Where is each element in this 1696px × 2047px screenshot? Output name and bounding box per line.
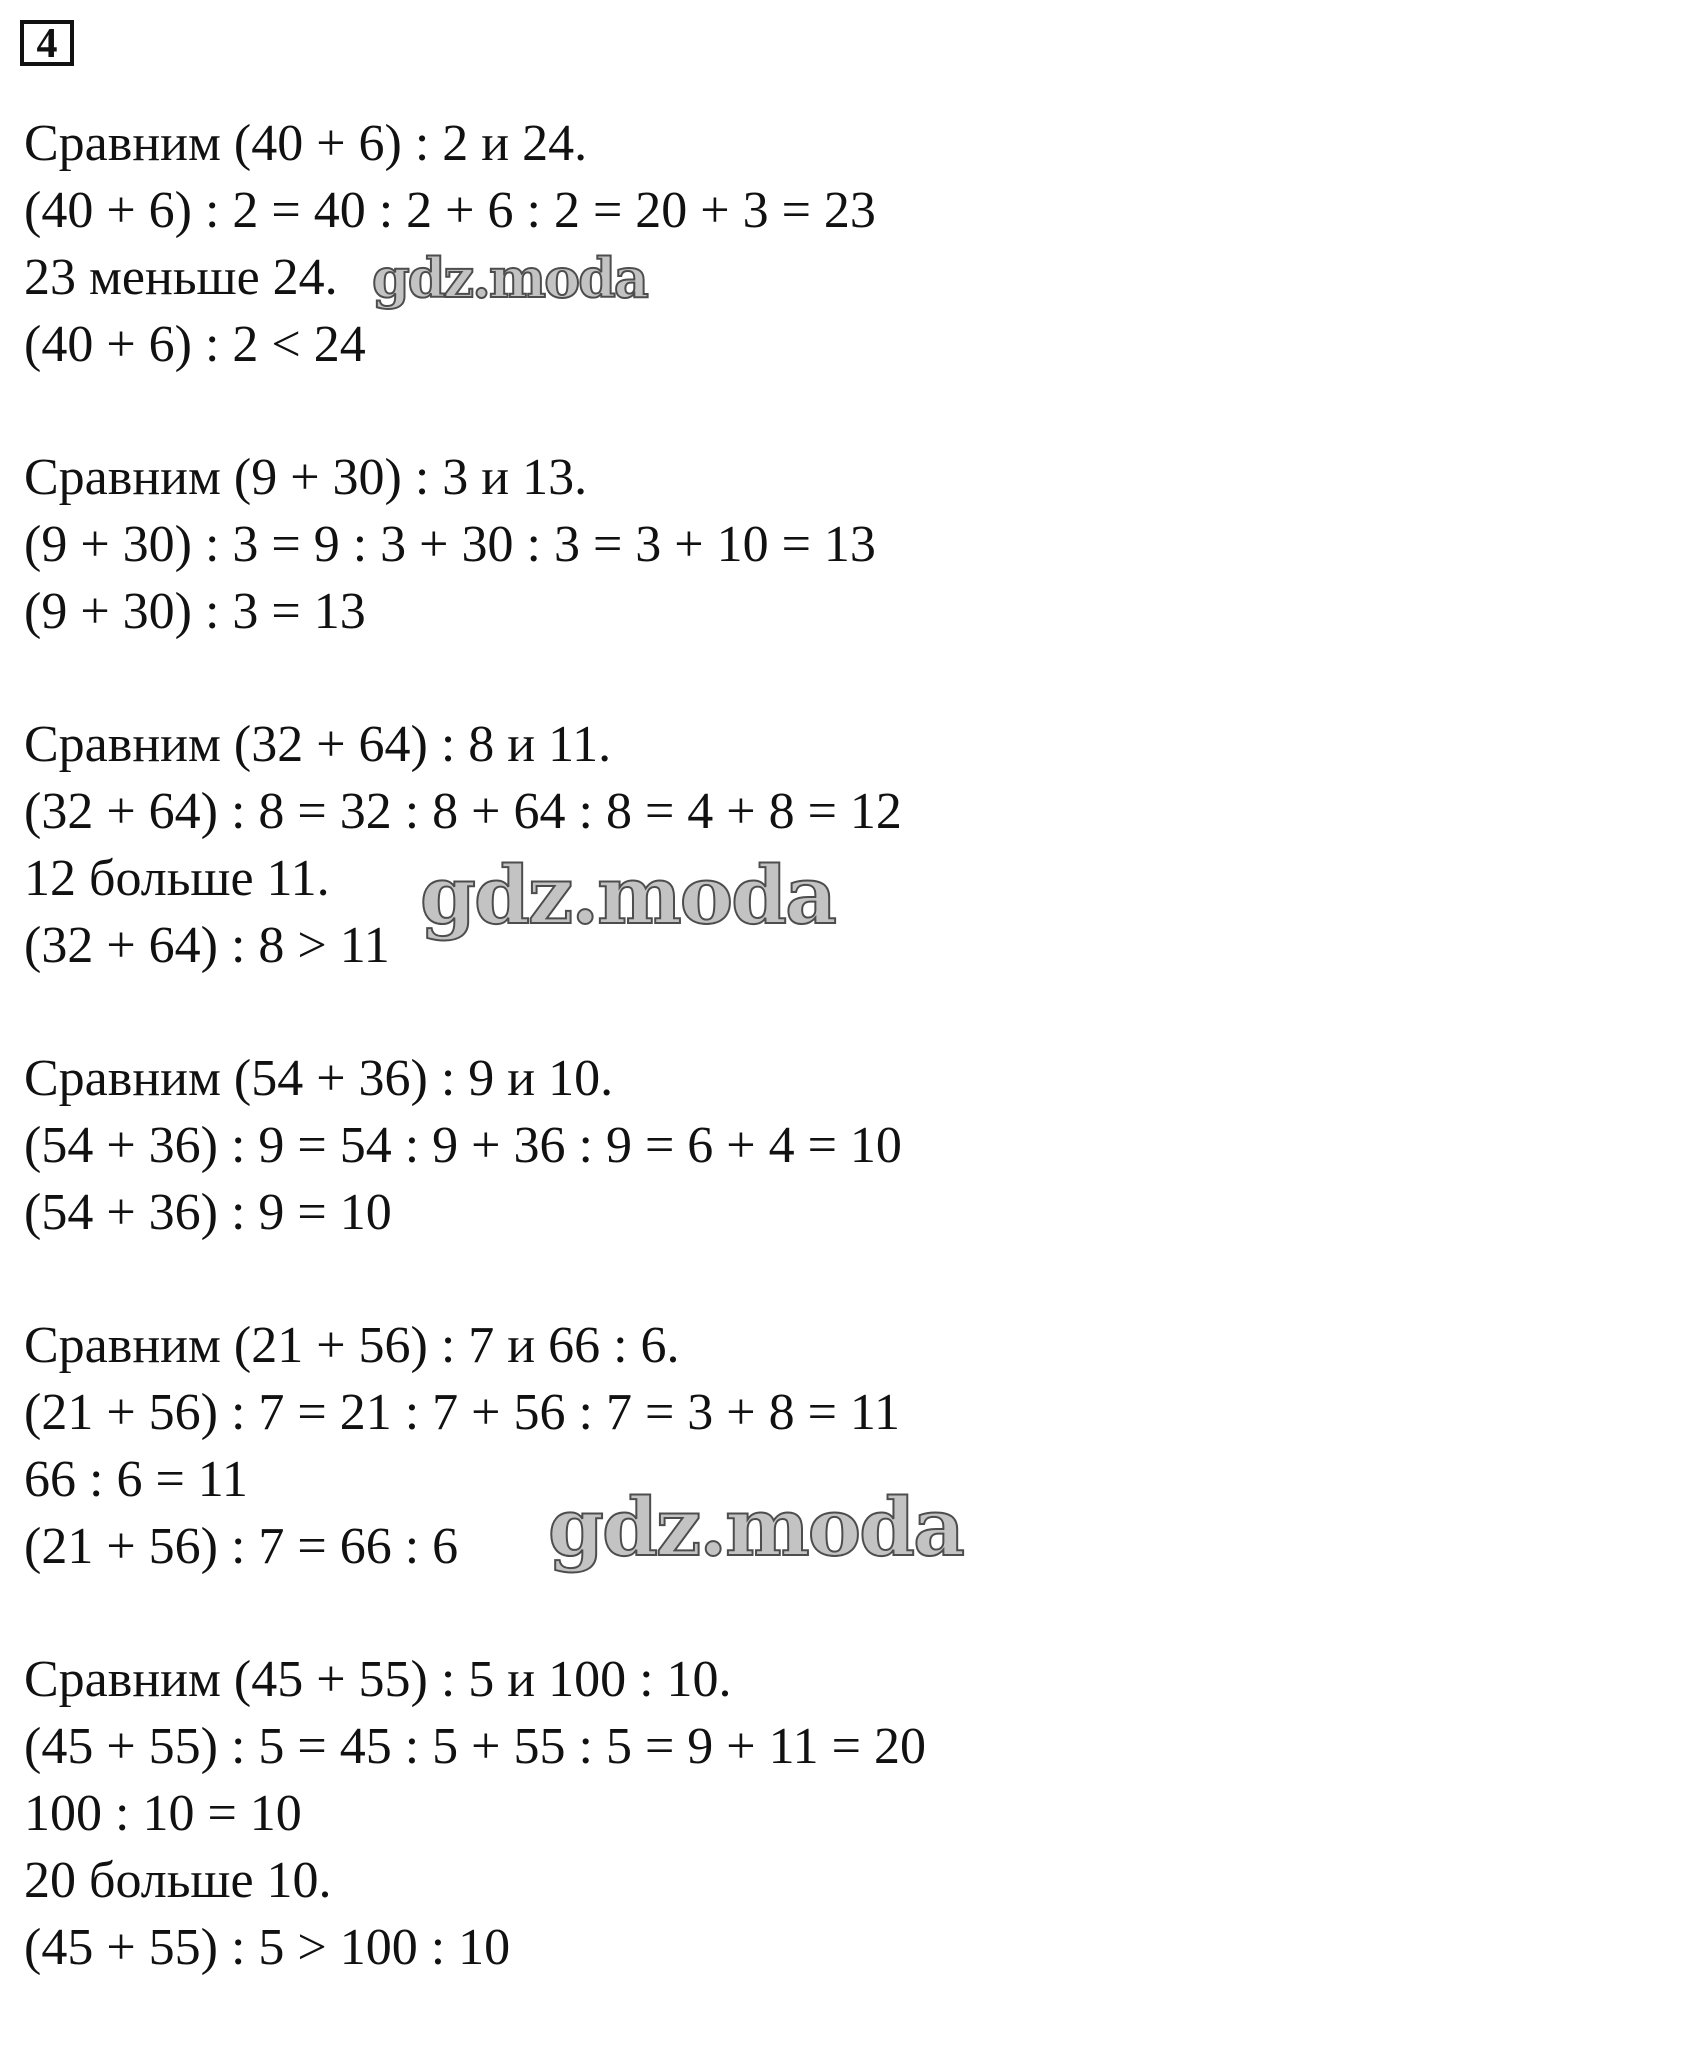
solution-line: 66 : 6 = 11 — [24, 1451, 248, 1508]
solution-line: (32 + 64) : 8 > 11 — [24, 917, 390, 974]
solution-line: (54 + 36) : 9 = 10 — [24, 1184, 392, 1241]
solution-line: (40 + 6) : 2 < 24 — [24, 316, 366, 373]
solution-line: (9 + 30) : 3 = 9 : 3 + 30 : 3 = 3 + 10 = 13 — [24, 516, 876, 573]
solution-line: Сравним (40 + 6) : 2 и 24. — [24, 115, 588, 172]
solution-line: Сравним (9 + 30) : 3 и 13. — [24, 449, 588, 506]
solution-text — [24, 110, 1224, 2047]
solution-line: Сравним (54 + 36) : 9 и 10. — [24, 1050, 614, 1107]
comparison-block-2 — [24, 444, 1224, 645]
solution-line: (45 + 55) : 5 > 100 : 10 — [24, 1919, 511, 1976]
solution-line: (21 + 56) : 7 = 66 : 6 — [24, 1518, 459, 1575]
comparison-block-4 — [24, 1045, 1224, 1246]
solution-line: (9 + 30) : 3 = 13 — [24, 583, 366, 640]
solution-line: (54 + 36) : 9 = 54 : 9 + 36 : 9 = 6 + 4 = 10 — [24, 1117, 902, 1174]
watermark: gdz.moda — [420, 848, 835, 942]
solution-line: Сравним (32 + 64) : 8 и 11. — [24, 716, 612, 773]
comparison-block-1 — [24, 110, 1224, 378]
comparison-block-6 — [24, 1646, 1224, 1981]
task-number-box: 4 — [20, 20, 74, 66]
solution-line: 23 меньше 24. — [24, 249, 338, 306]
solution-line: Сравним (21 + 56) : 7 и 66 : 6. — [24, 1317, 680, 1374]
solution-line: (32 + 64) : 8 = 32 : 8 + 64 : 8 = 4 + 8 = 12 — [24, 783, 902, 840]
solution-line: (40 + 6) : 2 = 40 : 2 + 6 : 2 = 20 + 3 = 23 — [24, 182, 876, 239]
solution-line: (45 + 55) : 5 = 45 : 5 + 55 : 5 = 9 + 11 = 20 — [24, 1718, 927, 1775]
solution-line: 12 больше 11. — [24, 850, 330, 907]
watermark: gdz.moda — [372, 246, 647, 310]
solution-line: Сравним (45 + 55) : 5 и 100 : 10. — [24, 1651, 732, 1708]
solution-line: 100 : 10 = 10 — [24, 1785, 302, 1842]
solution-line: (21 + 56) : 7 = 21 : 7 + 56 : 7 = 3 + 8 = 11 — [24, 1384, 901, 1441]
watermark: gdz.moda — [548, 1480, 963, 1574]
solution-line: 20 больше 10. — [24, 1852, 332, 1909]
